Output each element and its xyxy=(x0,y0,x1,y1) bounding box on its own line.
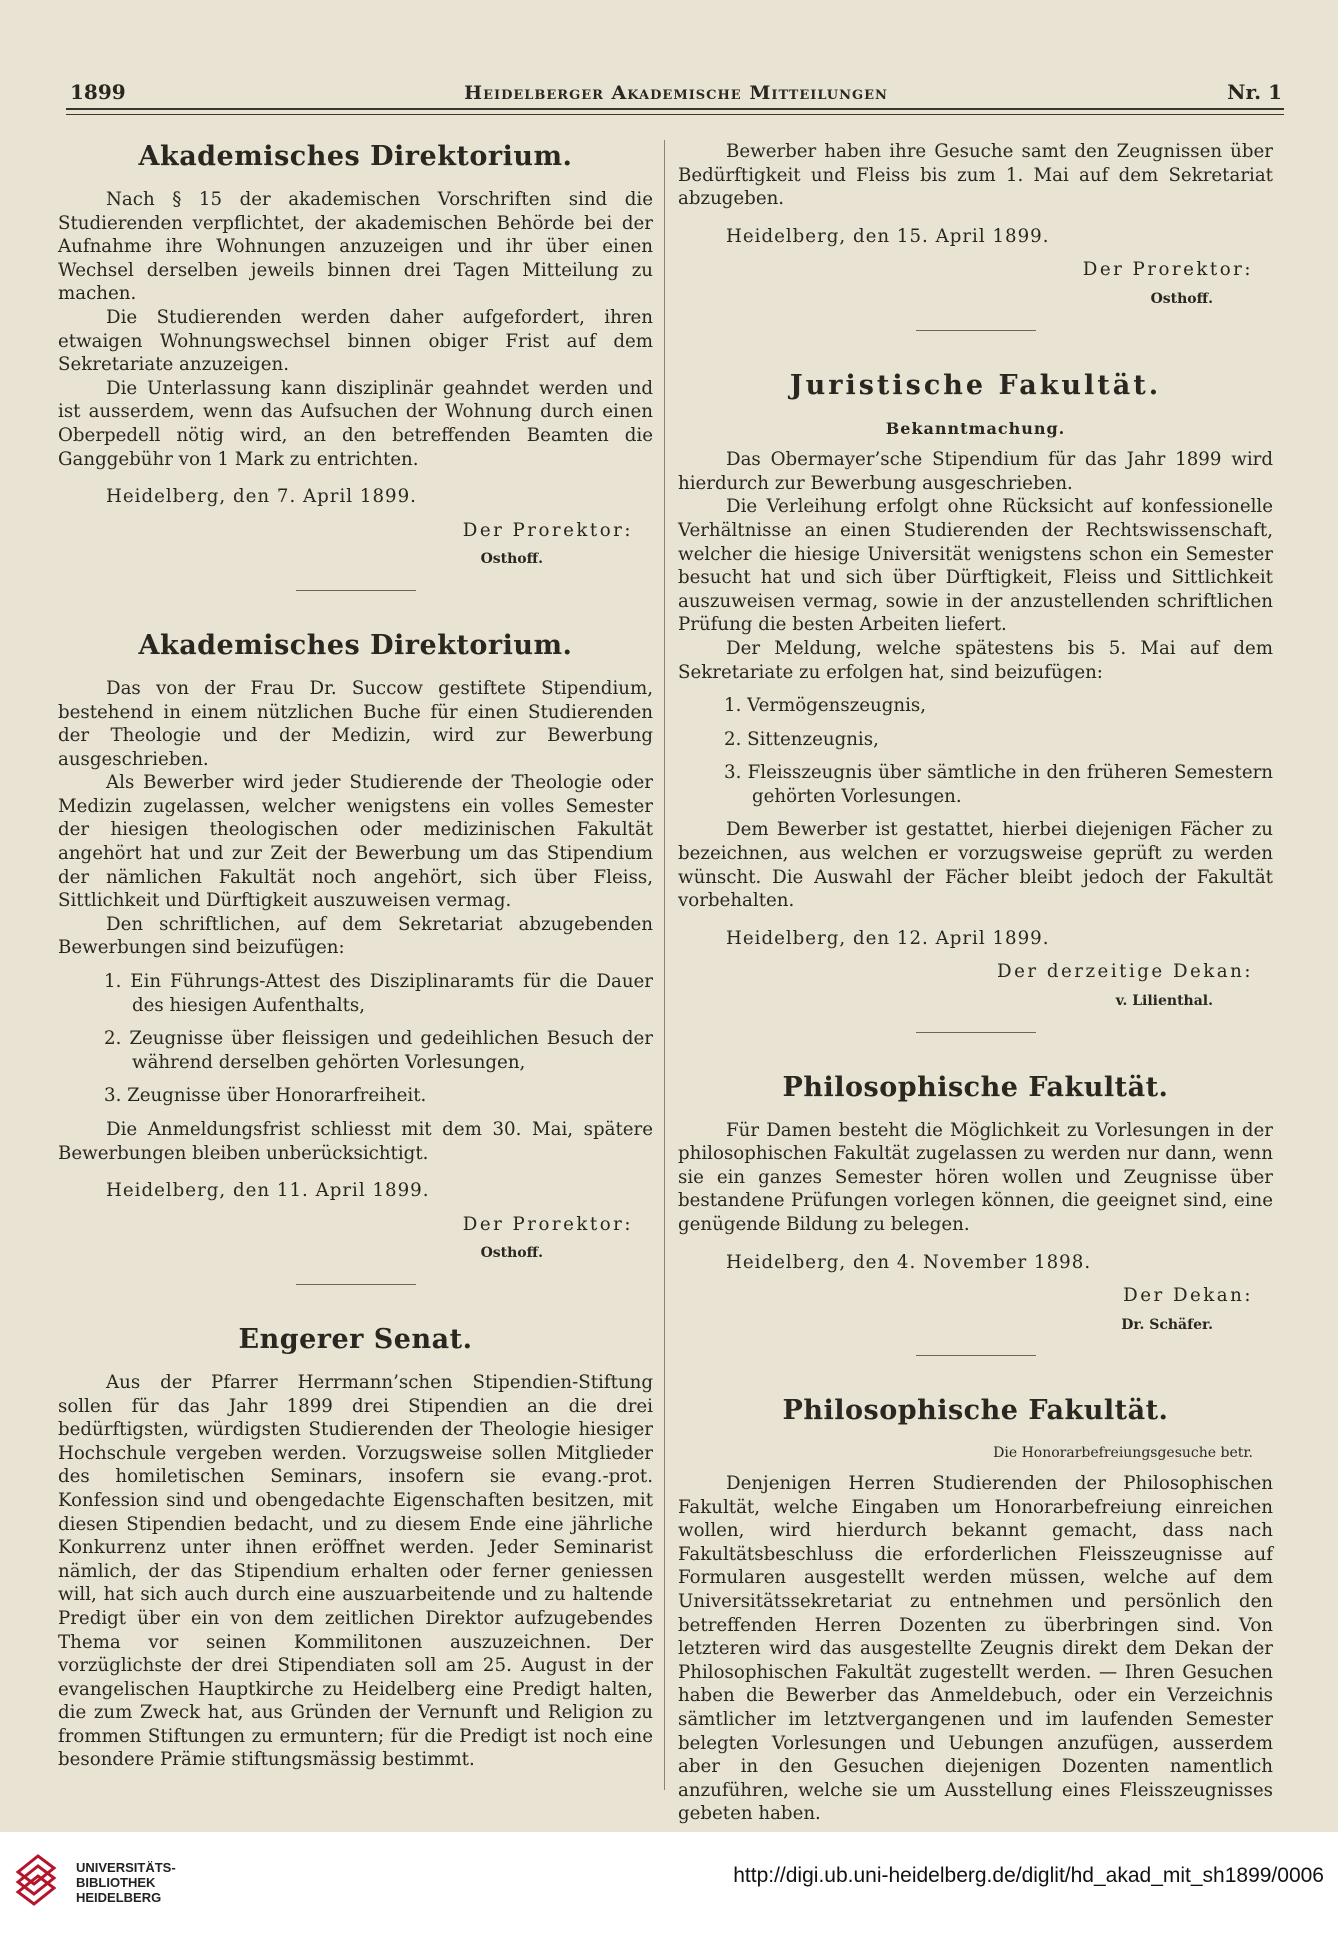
section-separator xyxy=(916,330,1036,331)
source-url-link[interactable]: http://digi.ub.uni-heidelberg.de/diglit/hd_akad_mit_sh1899/0006 xyxy=(733,1864,1324,1887)
list-item: 2. Zeugnisse über fleissigen und gedeihlichen Besuch der während derselben gehörten Vorlesungen, xyxy=(104,1028,653,1073)
notice-philosophische-fakultaet-2 xyxy=(678,1394,1273,1826)
signatory-role: Der Prorektor: xyxy=(462,519,633,541)
paragraph: Der Meldung, welche spätestens bis 5. Mai auf dem Sekretariate zu erfolgen hat, sind beizufügen: xyxy=(678,637,1273,683)
paragraph: Für Damen besteht die Möglichkeit zu Vorlesungen in der philosophischen Fakultät zugelassen zu werden nur dann, wenn sie ein ganzes Semester hören wollen und Zeugnisse über bestandene Prüfungen vorlegen können, die geeignet sind, eine genügende Bildung zu belegen. xyxy=(678,1119,1273,1235)
header-rule-thick xyxy=(66,108,1284,110)
notice-akademisches-direktorium-1 xyxy=(58,140,653,591)
place-date: Heidelberg, den 7. April 1899. xyxy=(106,486,417,508)
section-subtitle: Bekanntmachung. xyxy=(885,418,1066,438)
list-item: 3. Fleisszeugnis über sämtliche in den früheren Semestern gehörten Vorlesungen. xyxy=(724,762,1273,807)
header-issue-number: Nr. 1 xyxy=(1227,80,1282,104)
place-date: Heidelberg, den 12. April 1899. xyxy=(726,927,1050,949)
header-title: Heidelberger Akademische Mitteilungen xyxy=(464,82,888,104)
paragraph: Denjenigen Herren Studierenden der Philosophischen Fakultät, welche Eingaben um Honorarbefreiung einreichen wollen, wird hierdurch bekannt gemacht, dass nach Fakultätsbeschluss die erforderlichen Fleisszeugnisse auf Formularen ausgestellt werden müssen, welche auf dem Universitätssekretariat zu entnehmen und persönlich den betreffenden Herren Dozenten zu überbringen sind. Von letzteren wird das ausgestellte Zeugnis direkt dem Dekan der Philosophischen Fakultät zugestellt werden. — Ihren Gesuchen haben die Bewerber das Anmeldebuch, oder ein Verzeichnis sämtlicher im letztvergangenen und im laufenden Semester belegten Vorlesungen und Uebungen anzufügen, ausserdem aber in den Gesuchen diejenigen Dozenten namentlich anzuführen, welche sie um Ausstellung eines Fleisszeugnisses gebeten haben. xyxy=(678,1472,1273,1825)
section-separator xyxy=(296,1284,416,1285)
paragraph: Die Unterlassung kann disziplinär geahndet werden und ist ausserdem, wenn das Aufsuchen der Wohnung durch einen Oberpedell nötig wird, an den betreffenden Beamten die Ganggebühr von 1 Mark zu entrichten. xyxy=(58,377,653,470)
paragraph: Die Studierenden werden daher aufgefordert, ihren etwaigen Wohnungswechsel binnen obiger Frist auf dem Sekretariate anzuzeigen. xyxy=(58,306,653,376)
list-item: 1. Vermögenszeugnis, xyxy=(724,695,927,717)
signature: Osthoff. xyxy=(1150,290,1213,307)
section-title: Philosophische Fakultät. xyxy=(782,1071,1169,1103)
library-logo-icon xyxy=(14,1852,60,1910)
place-date: Heidelberg, den 4. November 1898. xyxy=(726,1251,1092,1273)
section-title: Philosophische Fakultät. xyxy=(782,1395,1169,1427)
list-item: 1. Ein Führungs-Attest des Disziplinaramts für die Dauer des hiesigen Aufenthalts, xyxy=(104,971,653,1016)
section-title: Engerer Senat. xyxy=(238,1323,473,1355)
list-item: 3. Zeugnisse über Honorarfreiheit. xyxy=(104,1085,427,1107)
section-separator xyxy=(916,1355,1036,1356)
section-separator xyxy=(916,1032,1036,1033)
library-logo-text xyxy=(76,1860,176,1905)
paragraph: Das von der Frau Dr. Succow gestiftete Stipendium, bestehend in einem nützlichen Buche für einen Studierenden der Theologie und der Medizin, wird zur Bewerbung ausgeschrieben. xyxy=(58,677,653,770)
left-column xyxy=(58,140,653,1772)
signature: Osthoff. xyxy=(480,551,543,568)
notice-akademisches-direktorium-2 xyxy=(58,629,653,1285)
signature: Dr. Schäfer. xyxy=(1121,1316,1213,1333)
section-title: Juristische Fakultät. xyxy=(789,369,1162,401)
place-date: Heidelberg, den 11. April 1899. xyxy=(106,1180,430,1202)
signatory-role: Der Dekan: xyxy=(1123,1285,1253,1307)
section-separator xyxy=(296,590,416,591)
notice-continuation xyxy=(678,140,1273,331)
section-title: Akademisches Direktorium. xyxy=(138,141,573,172)
logo-line: HEIDELBERG xyxy=(76,1890,162,1905)
paragraph: Als Bewerber wird jeder Studierende der Theologie oder Medizin zugelassen, welcher wenigstens ein volles Semester der hiesigen theologischen oder medizinischen Fakultät angehört hat und zur Zeit der Bewerbung um das Stipendium der nämlichen Fakultät noch angehört, sich über Fleiss, Sittlichkeit und Dürftigkeit auszuweisen vermag. xyxy=(58,772,653,912)
paragraph: Den schriftlichen, auf dem Sekretariat abzugebenden Bewerbungen sind beizufügen: xyxy=(58,913,653,959)
notice-juristische-fakultaet xyxy=(678,369,1273,1033)
signatory-role: Der Prorektor: xyxy=(462,1213,633,1235)
paragraph: Die Verleihung erfolgt ohne Rücksicht auf konfessionelle Verhältnisse an einen Studierenden der Rechtswissenschaft, welcher die hiesige Universität wenigstens schon ein Semester besucht hat und sich über Dürftigkeit, Fleiss und Sittlichkeit auszuweisen vermag, sowie in der anzustellenden schriftlichen Prüfung die besten Arbeiten liefert. xyxy=(678,496,1273,636)
list-item: 2. Sittenzeugnis, xyxy=(724,728,879,750)
paragraph: Nach § 15 der akademischen Vorschriften sind die Studierenden verpflichtet, der akademischen Behörde bei der Aufnahme ihre Wohnungen anzuzeigen und ihr über einen Wechsel derselben jeweils binnen drei Tagen Mitteilung zu machen. xyxy=(58,189,653,305)
signature: Osthoff. xyxy=(480,1245,543,1262)
section-title: Akademisches Direktorium. xyxy=(138,629,573,661)
paragraph: Dem Bewerber ist gestattet, hierbei diejenigen Fächer zu bezeichnen, aus welchen er vorzugsweise geprüft zu werden wünscht. Die Auswahl der Fächer bleibt jedoch der Fakultät vorbehalten. xyxy=(678,819,1273,912)
notice-philosophische-fakultaet-1 xyxy=(678,1071,1273,1357)
signatory-role: Der derzeitige Dekan: xyxy=(997,961,1253,983)
header-rule-thin xyxy=(66,114,1284,115)
logo-line: UNIVERSITÄTS- xyxy=(76,1860,176,1875)
paragraph: Das Obermayer’sche Stipendium für das Jahr 1899 wird hierdurch zur Bewerbung ausgeschrieben. xyxy=(678,449,1273,494)
right-column xyxy=(678,140,1273,1826)
paragraph: Bewerber haben ihre Gesuche samt den Zeugnissen über Bedürftigkeit und Fleiss bis zum 1. Mai auf dem Sekretariat abzugeben. xyxy=(678,141,1273,210)
place-date: Heidelberg, den 15. April 1899. xyxy=(726,225,1050,247)
logo-line: BIBLIOTHEK xyxy=(76,1875,156,1890)
signature: v. Lilienthal. xyxy=(1115,993,1213,1010)
column-divider xyxy=(664,140,665,1790)
requirements-list xyxy=(58,970,653,1108)
notice-engerer-senat xyxy=(58,1323,653,1772)
paragraph: Aus der Pfarrer Herrmann’schen Stipendien-Stiftung sollen für das Jahr 1899 drei Stipendien an die drei bedürftigsten, würdigsten Studierenden der Theologie hiesiger Hochschule vergeben werden. Vorzugsweise sollen Mitglieder des homiletischen Seminars, insofern sie evang.-prot. Konfession sind und obengedachte Eigenschaften besitzen, mit diesen Stipendien bedacht, und zu diesem Ende eine jährliche Konkurrenz unter ihnen eröffnet werden. Jeder Seminarist nämlich, der das Stipendium erhalten oder ferner geniessen will, hat sich auch durch eine auszuarbeitende und zu haltende Predigt über ein von dem zeitlichen Direktor aufzugebendes Thema vor seinen Kommilitonen auszuzeichnen. Der vorzüglichste der drei Stipendiaten soll am 25. August in der evangelischen Hauptkirche zu Heidelberg eine Predigt halten, die zum Zweck hat, aus Gründen der Vernunft und Religion zu frommen Stiftungen zu ermuntern; für die Predigt ist noch eine besondere Prämie stiftungsmässig bestimmt. xyxy=(58,1371,653,1771)
signatory-role: Der Prorektor: xyxy=(1082,259,1253,281)
paragraph: Die Anmeldungsfrist schliesst mit dem 30. Mai, spätere Bewerbungen bleiben unberücksichtigt. xyxy=(58,1119,653,1164)
digitization-footer xyxy=(0,1832,1338,1935)
requirements-list xyxy=(678,694,1273,808)
header-year: 1899 xyxy=(70,80,126,104)
section-subject-note: Die Honorarbefreiungsgesuche betr. xyxy=(993,1445,1253,1462)
